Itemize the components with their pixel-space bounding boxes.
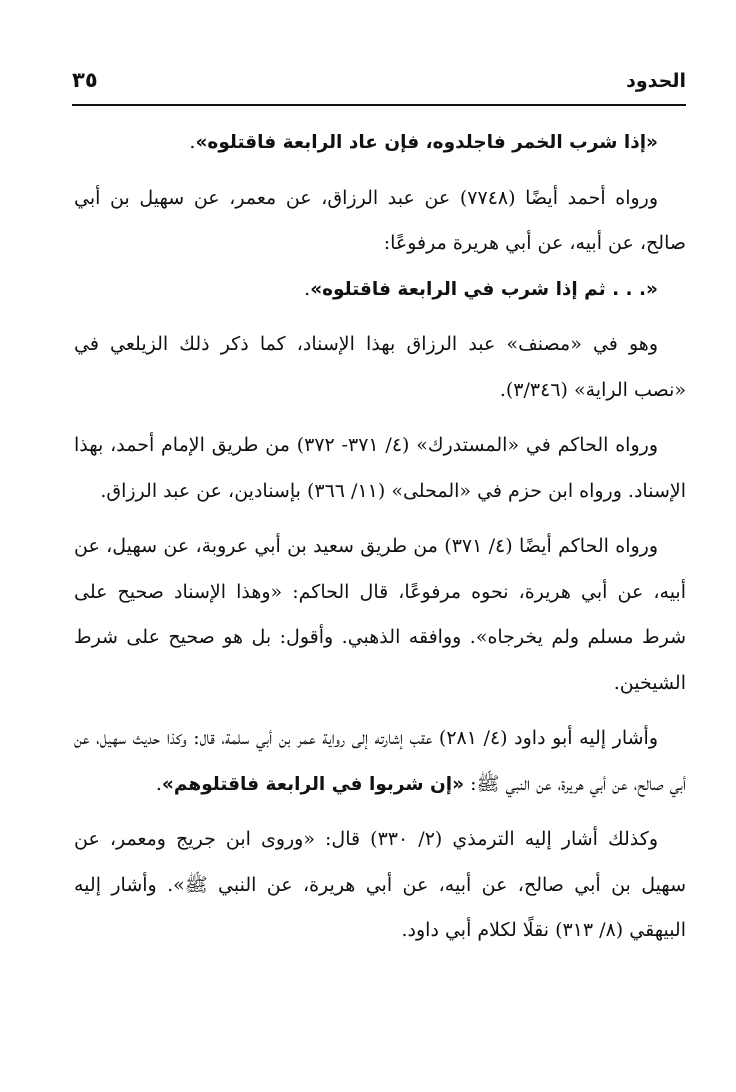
paragraph-2 [74,176,686,267]
paragraph-text: ورواه أحمد أيضًا (٧٧٤٨) عن عبد الرزاق، عن معمر، عن سهيل بن أبي صالح، عن أبيه، عن أبي هريرة مرفوعًا: [74,186,686,254]
paragraph-text: وأشار إليه أبو داود (٤/ ٢٨١) عقب إشارته إلى رواية عمر بن أبي سلمة، قال: وكذا حديث سهيل، عن أبي صالح، عن أبي هريرة، عن النبي ﷺ: [74,727,686,795]
page-body [74,120,686,954]
paragraph-4 [74,322,686,413]
paragraph-7 [74,716,686,807]
paragraph-text: ورواه الحاكم في «المستدرك» (٤/ ٣٧١- ٣٧٢) من طريق الإمام أحمد، بهذا الإسناد. ورواه ابن حزم في «المحلى» (١١/ ٣٦٦) بإسنادين، عن عبد الرزاق. [74,434,686,502]
paragraph-8 [74,817,686,954]
paragraph-tail: . [155,772,162,795]
hadith-quote: «. . . ثم إذا شرب في الرابعة فاقتلوه» [310,278,658,300]
paragraph-text: وهو في «مصنف» عبد الرزاق بهذا الإسناد، كما ذكر ذلك الزيلعي في «نصب الراية» (٣/٣٤٦). [74,333,686,401]
page-header [72,66,686,100]
paragraph-text: ورواه الحاكم أيضًا (٤/ ٣٧١) من طريق سعيد بن أبي عروبة، عن سهيل، عن أبيه، عن أبي هريرة، نحوه مرفوعًا، قال الحاكم: «وهذا الإسناد صحيح على شرط مسلم ولم يخرجاه». ووافقه الذهبي. وأقول: بل هو صحيح على شرط الشيخين. [74,535,686,694]
page-number: ٣٥ [72,68,98,92]
running-title: الحدود [626,70,686,92]
paragraph-3 [74,267,686,313]
paragraph-text: وكذلك أشار إليه الترمذي (٢/ ٣٣٠) قال: «وروى ابن جريج ومعمر، عن سهيل بن أبي صالح، عن أبيه، عن أبي هريرة، عن النبي ﷺ». وأشار إليه البيهقي (٨/ ٣١٣) نقلًا لكلام أبي داود. [74,828,686,941]
paragraph-1 [74,120,686,166]
paragraph-tail: . [304,277,311,300]
hadith-quote: «إن شربوا في الرابعة فاقتلوهم» [161,773,465,795]
paragraph-5 [74,423,686,514]
paragraph-6 [74,524,686,706]
header-rule [72,104,686,106]
paragraph-tail: . [189,131,196,153]
hadith-quote: «إذا شرب الخمر فاجلدوه، فإن عاد الرابعة فاقتلوه» [195,132,658,153]
